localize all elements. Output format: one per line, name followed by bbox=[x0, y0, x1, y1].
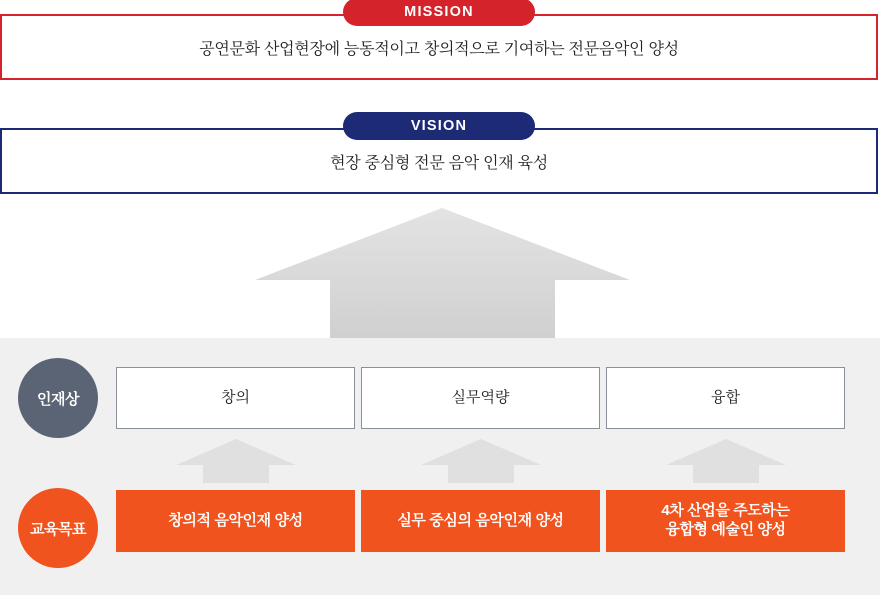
mission-tag: MISSION bbox=[343, 0, 535, 26]
outcomes-panel bbox=[0, 338, 880, 595]
goal-cell-line1: 창의적 음악인재 양성 bbox=[168, 511, 303, 529]
goal-cell-line1: 실무 중심의 음악인재 양성 bbox=[397, 511, 564, 529]
goal-cell-line1: 4차 산업을 주도하는 bbox=[661, 502, 790, 520]
goal-row bbox=[116, 490, 845, 552]
mission-text: 공연문화 산업현장에 능동적이고 창의적으로 기여하는 전문음악인 양성 bbox=[199, 40, 679, 58]
talent-cell: 창의 bbox=[116, 367, 355, 429]
goal-cell bbox=[116, 490, 355, 552]
up-arrow-small-icon bbox=[606, 436, 845, 486]
connector-arrows bbox=[116, 436, 851, 486]
vision-text: 현장 중심형 전문 음악 인재 육성 bbox=[330, 154, 548, 172]
up-arrow-small-icon bbox=[361, 436, 600, 486]
talent-row bbox=[116, 367, 845, 429]
up-arrow-small-icon bbox=[116, 436, 355, 486]
goal-cell-line2: 융합형 예술인 양성 bbox=[665, 521, 786, 538]
talent-badge: 인재상 bbox=[18, 358, 98, 438]
up-arrow-icon bbox=[255, 208, 630, 338]
mission-box bbox=[0, 4, 878, 80]
talent-cell: 실무역량 bbox=[361, 367, 600, 429]
talent-cell: 융합 bbox=[606, 367, 845, 429]
goal-badge: 교육목표 bbox=[18, 488, 98, 568]
vision-tag: VISION bbox=[343, 112, 535, 140]
goal-cell bbox=[606, 490, 845, 552]
goal-cell bbox=[361, 490, 600, 552]
vision-box bbox=[0, 118, 878, 194]
